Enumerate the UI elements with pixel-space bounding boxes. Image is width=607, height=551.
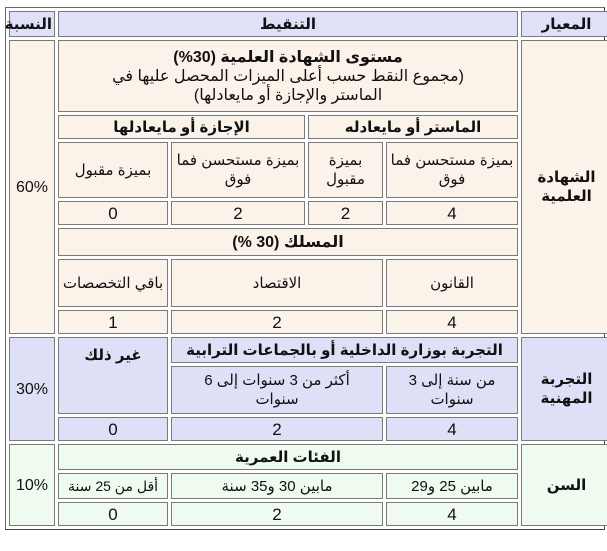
scoring-table-container <box>5 7 605 530</box>
field-economics: الاقتصاد <box>171 259 383 307</box>
age-title: الفئات العمرية <box>58 444 518 470</box>
ratio-age: 10% <box>9 444 55 526</box>
age-under-25: أقل من 25 سنة <box>58 473 168 499</box>
points-age-under-25: 0 <box>58 502 168 526</box>
points-economics: 2 <box>171 310 383 334</box>
degree-title: مستوى الشهادة العلمية (30%) <box>173 48 403 66</box>
criterion-experience: التجربة المهنية <box>521 337 607 441</box>
criterion-age: السن <box>521 444 607 526</box>
criterion-degree: الشهادة العلمية <box>521 40 607 334</box>
points-license-pass: 0 <box>58 201 168 225</box>
points-license-good: 2 <box>171 201 305 225</box>
field-other: باقي التخصصات <box>58 259 168 307</box>
field-law: القانون <box>386 259 518 307</box>
experience-other: غير ذلك <box>58 337 168 414</box>
header-scoring: التنقيط <box>58 11 518 37</box>
ratio-degree: 60% <box>9 40 55 334</box>
experience-3-6-years: أكثر من 3 سنوات إلى 6 سنوات <box>171 366 383 414</box>
experience-title: التجربة بوزارة الداخلية أو بالجماعات الترابية <box>171 337 518 363</box>
points-age-25-29: 4 <box>386 502 518 526</box>
grade-license-good: بميزة مستحسن فما فوق <box>171 142 305 198</box>
degree-note: (مجموع النقط حسب أعلى الميزات المحصل عليها في الماستر والإجازة أو مايعادلها) <box>112 67 464 104</box>
points-exp-1-3: 4 <box>386 417 518 441</box>
license-header: الإجازة أو مايعادلها <box>58 115 305 139</box>
scoring-table <box>6 8 607 529</box>
header-ratio: النسبة <box>9 11 55 37</box>
points-master-good: 4 <box>386 201 518 225</box>
master-header: الماستر أو مايعادله <box>308 115 518 139</box>
age-25-29: مابين 25 و29 <box>386 473 518 499</box>
points-master-pass: 2 <box>308 201 383 225</box>
grade-master-pass: بميزة مقبول <box>308 142 383 198</box>
points-other-field: 1 <box>58 310 168 334</box>
grade-license-pass: بميزة مقبول <box>58 142 168 198</box>
ratio-experience: 30% <box>9 337 55 441</box>
points-exp-3-6: 2 <box>171 417 383 441</box>
header-row <box>9 11 607 37</box>
points-age-30-35: 2 <box>171 502 383 526</box>
points-exp-other: 0 <box>58 417 168 441</box>
grade-master-good: بميزة مستحسن فما فوق <box>386 142 518 198</box>
points-law: 4 <box>386 310 518 334</box>
experience-1-3-years: من سنة إلى 3 سنوات <box>386 366 518 414</box>
header-criterion: المعيار <box>521 11 607 37</box>
field-title: المسلك (30 %) <box>58 228 518 256</box>
degree-level-cell <box>58 40 518 112</box>
age-30-35: مابين 30 و35 سنة <box>171 473 383 499</box>
